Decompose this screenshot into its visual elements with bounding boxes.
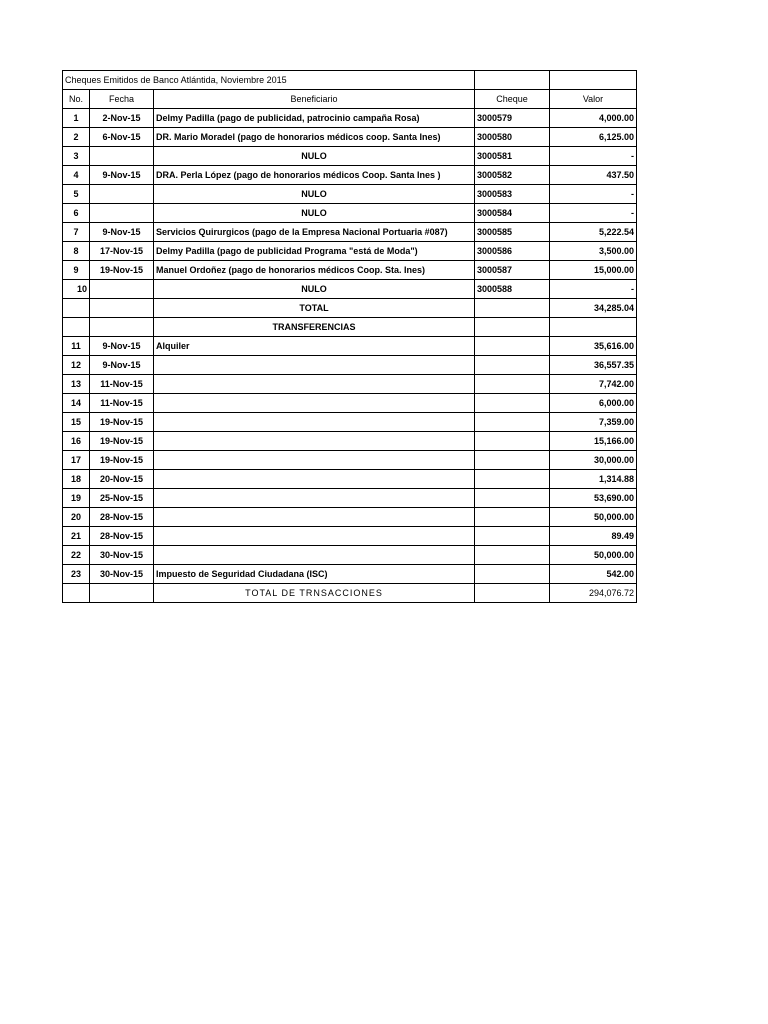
row-date: 9-Nov-15 bbox=[90, 356, 154, 375]
empty-cell bbox=[550, 318, 637, 337]
row-number: 2 bbox=[63, 128, 90, 147]
row-amount: 36,557.35 bbox=[550, 356, 637, 375]
row-beneficiary bbox=[154, 394, 475, 413]
header-row bbox=[63, 90, 637, 109]
header-cheque: Cheque bbox=[475, 90, 550, 109]
cheque-row bbox=[63, 128, 637, 147]
row-date: 19-Nov-15 bbox=[90, 432, 154, 451]
row-amount: 50,000.00 bbox=[550, 546, 637, 565]
cheque-row bbox=[63, 223, 637, 242]
row-cheque-number: 3000580 bbox=[475, 128, 550, 147]
cheque-row bbox=[63, 280, 637, 299]
row-amount: 53,690.00 bbox=[550, 489, 637, 508]
transfer-row bbox=[63, 432, 637, 451]
transactions-table bbox=[62, 70, 637, 603]
row-cheque-number: 3000585 bbox=[475, 223, 550, 242]
row-beneficiary: Impuesto de Seguridad Ciudadana (ISC) bbox=[154, 565, 475, 584]
row-cheque-number: 3000582 bbox=[475, 166, 550, 185]
row-number: 13 bbox=[63, 375, 90, 394]
row-date: 28-Nov-15 bbox=[90, 508, 154, 527]
row-amount: 6,000.00 bbox=[550, 394, 637, 413]
row-number: 21 bbox=[63, 527, 90, 546]
transfer-row bbox=[63, 394, 637, 413]
row-cheque-number bbox=[475, 508, 550, 527]
row-cheque-number bbox=[475, 394, 550, 413]
total-amount: 34,285.04 bbox=[550, 299, 637, 318]
row-number: 15 bbox=[63, 413, 90, 432]
row-cheque-number bbox=[475, 413, 550, 432]
row-beneficiary: Delmy Padilla (pago de publicidad Programa "está de Moda") bbox=[154, 242, 475, 261]
row-beneficiary: NULO bbox=[154, 204, 475, 223]
row-date bbox=[90, 204, 154, 223]
row-amount: - bbox=[550, 147, 637, 166]
title-row bbox=[63, 71, 637, 90]
row-number: 16 bbox=[63, 432, 90, 451]
row-date: 17-Nov-15 bbox=[90, 242, 154, 261]
cheque-row bbox=[63, 147, 637, 166]
row-cheque-number bbox=[475, 432, 550, 451]
row-date: 19-Nov-15 bbox=[90, 451, 154, 470]
row-date: 6-Nov-15 bbox=[90, 128, 154, 147]
cheque-row bbox=[63, 261, 637, 280]
row-amount: 30,000.00 bbox=[550, 451, 637, 470]
row-number: 12 bbox=[63, 356, 90, 375]
row-number: 19 bbox=[63, 489, 90, 508]
row-beneficiary: DR. Mario Moradel (pago de honorarios médicos coop. Santa Ines) bbox=[154, 128, 475, 147]
row-beneficiary: Servicios Quirurgicos (pago de la Empresa Nacional Portuaria #087) bbox=[154, 223, 475, 242]
row-number: 7 bbox=[63, 223, 90, 242]
row-number: 10 bbox=[63, 280, 90, 299]
cheque-row bbox=[63, 185, 637, 204]
row-cheque-number bbox=[475, 565, 550, 584]
transferencias-label: TRANSFERENCIAS bbox=[154, 318, 475, 337]
row-date bbox=[90, 147, 154, 166]
row-cheque-number bbox=[475, 356, 550, 375]
row-number: 6 bbox=[63, 204, 90, 223]
row-number: 4 bbox=[63, 166, 90, 185]
row-beneficiary bbox=[154, 527, 475, 546]
cheque-row bbox=[63, 242, 637, 261]
row-cheque-number: 3000579 bbox=[475, 109, 550, 128]
row-date bbox=[90, 185, 154, 204]
row-date: 20-Nov-15 bbox=[90, 470, 154, 489]
transfer-row bbox=[63, 527, 637, 546]
row-cheque-number: 3000587 bbox=[475, 261, 550, 280]
header-valor: Valor bbox=[550, 90, 637, 109]
row-amount: 7,359.00 bbox=[550, 413, 637, 432]
row-cheque-number bbox=[475, 489, 550, 508]
row-beneficiary: Manuel Ordoñez (pago de honorarios médicos Coop. Sta. Ines) bbox=[154, 261, 475, 280]
row-date: 30-Nov-15 bbox=[90, 546, 154, 565]
row-number: 23 bbox=[63, 565, 90, 584]
transfer-row bbox=[63, 508, 637, 527]
header-no: No. bbox=[63, 90, 90, 109]
transfer-row bbox=[63, 470, 637, 489]
row-number: 17 bbox=[63, 451, 90, 470]
row-amount: 6,125.00 bbox=[550, 128, 637, 147]
row-number: 18 bbox=[63, 470, 90, 489]
row-date: 28-Nov-15 bbox=[90, 527, 154, 546]
row-amount: 542.00 bbox=[550, 565, 637, 584]
row-cheque-number: 3000588 bbox=[475, 280, 550, 299]
row-amount: 15,166.00 bbox=[550, 432, 637, 451]
header-fecha: Fecha bbox=[90, 90, 154, 109]
transfer-row bbox=[63, 546, 637, 565]
grand-total-row bbox=[63, 584, 637, 603]
row-cheque-number: 3000583 bbox=[475, 185, 550, 204]
row-beneficiary: NULO bbox=[154, 147, 475, 166]
row-date: 19-Nov-15 bbox=[90, 261, 154, 280]
table-title: Cheques Emitidos de Banco Atlántida, Noviembre 2015 bbox=[63, 71, 475, 90]
empty-cell bbox=[475, 318, 550, 337]
empty-cell bbox=[90, 318, 154, 337]
table-body bbox=[63, 71, 637, 603]
row-amount: 15,000.00 bbox=[550, 261, 637, 280]
row-date: 25-Nov-15 bbox=[90, 489, 154, 508]
row-number: 9 bbox=[63, 261, 90, 280]
transfer-row bbox=[63, 489, 637, 508]
row-cheque-number bbox=[475, 546, 550, 565]
row-amount: - bbox=[550, 204, 637, 223]
row-amount: - bbox=[550, 280, 637, 299]
row-date: 19-Nov-15 bbox=[90, 413, 154, 432]
transfer-row bbox=[63, 451, 637, 470]
title-empty-cell bbox=[475, 71, 550, 90]
row-amount: 50,000.00 bbox=[550, 508, 637, 527]
row-number: 3 bbox=[63, 147, 90, 166]
row-amount: 7,742.00 bbox=[550, 375, 637, 394]
row-beneficiary bbox=[154, 546, 475, 565]
empty-cell bbox=[63, 584, 90, 603]
row-cheque-number bbox=[475, 451, 550, 470]
row-number: 1 bbox=[63, 109, 90, 128]
grand-total-label: TOTAL DE TRNSACCIONES bbox=[154, 584, 475, 603]
empty-cell bbox=[63, 318, 90, 337]
row-date: 11-Nov-15 bbox=[90, 394, 154, 413]
row-number: 11 bbox=[63, 337, 90, 356]
row-number: 20 bbox=[63, 508, 90, 527]
row-number: 5 bbox=[63, 185, 90, 204]
transfer-row bbox=[63, 375, 637, 394]
row-beneficiary bbox=[154, 470, 475, 489]
empty-cell bbox=[90, 584, 154, 603]
row-beneficiary bbox=[154, 489, 475, 508]
empty-cell bbox=[63, 299, 90, 318]
row-cheque-number bbox=[475, 470, 550, 489]
row-beneficiary: Delmy Padilla (pago de publicidad, patrocinio campaña Rosa) bbox=[154, 109, 475, 128]
cheque-row bbox=[63, 109, 637, 128]
row-amount: 437.50 bbox=[550, 166, 637, 185]
row-beneficiary bbox=[154, 356, 475, 375]
row-date: 2-Nov-15 bbox=[90, 109, 154, 128]
row-amount: 5,222.54 bbox=[550, 223, 637, 242]
row-cheque-number: 3000584 bbox=[475, 204, 550, 223]
row-amount: 89.49 bbox=[550, 527, 637, 546]
row-date bbox=[90, 280, 154, 299]
row-beneficiary bbox=[154, 413, 475, 432]
row-date: 11-Nov-15 bbox=[90, 375, 154, 394]
cheque-row bbox=[63, 166, 637, 185]
grand-total-amount: 294,076.72 bbox=[550, 584, 637, 603]
row-beneficiary bbox=[154, 508, 475, 527]
row-beneficiary bbox=[154, 432, 475, 451]
row-cheque-number: 3000586 bbox=[475, 242, 550, 261]
row-date: 30-Nov-15 bbox=[90, 565, 154, 584]
empty-cell bbox=[90, 299, 154, 318]
total-row bbox=[63, 299, 637, 318]
row-date: 9-Nov-15 bbox=[90, 223, 154, 242]
row-date: 9-Nov-15 bbox=[90, 337, 154, 356]
transfer-row bbox=[63, 565, 637, 584]
transfer-row bbox=[63, 413, 637, 432]
row-number: 22 bbox=[63, 546, 90, 565]
row-cheque-number: 3000581 bbox=[475, 147, 550, 166]
row-beneficiary: NULO bbox=[154, 185, 475, 204]
empty-cell bbox=[475, 299, 550, 318]
row-cheque-number bbox=[475, 375, 550, 394]
row-amount: 35,616.00 bbox=[550, 337, 637, 356]
row-beneficiary bbox=[154, 375, 475, 394]
row-cheque-number bbox=[475, 527, 550, 546]
row-amount: 1,314.88 bbox=[550, 470, 637, 489]
transferencias-header-row bbox=[63, 318, 637, 337]
header-beneficiario: Beneficiario bbox=[154, 90, 475, 109]
row-number: 8 bbox=[63, 242, 90, 261]
row-beneficiary bbox=[154, 451, 475, 470]
row-cheque-number bbox=[475, 337, 550, 356]
row-number: 14 bbox=[63, 394, 90, 413]
transfer-row bbox=[63, 356, 637, 375]
row-amount: - bbox=[550, 185, 637, 204]
transfer-row bbox=[63, 337, 637, 356]
row-beneficiary: DRA. Perla López (pago de honorarios médicos Coop. Santa Ines ) bbox=[154, 166, 475, 185]
row-beneficiary: NULO bbox=[154, 280, 475, 299]
row-date: 9-Nov-15 bbox=[90, 166, 154, 185]
row-amount: 3,500.00 bbox=[550, 242, 637, 261]
cheque-row bbox=[63, 204, 637, 223]
title-empty-cell bbox=[550, 71, 637, 90]
empty-cell bbox=[475, 584, 550, 603]
row-amount: 4,000.00 bbox=[550, 109, 637, 128]
row-beneficiary: Alquiler bbox=[154, 337, 475, 356]
total-label: TOTAL bbox=[154, 299, 475, 318]
